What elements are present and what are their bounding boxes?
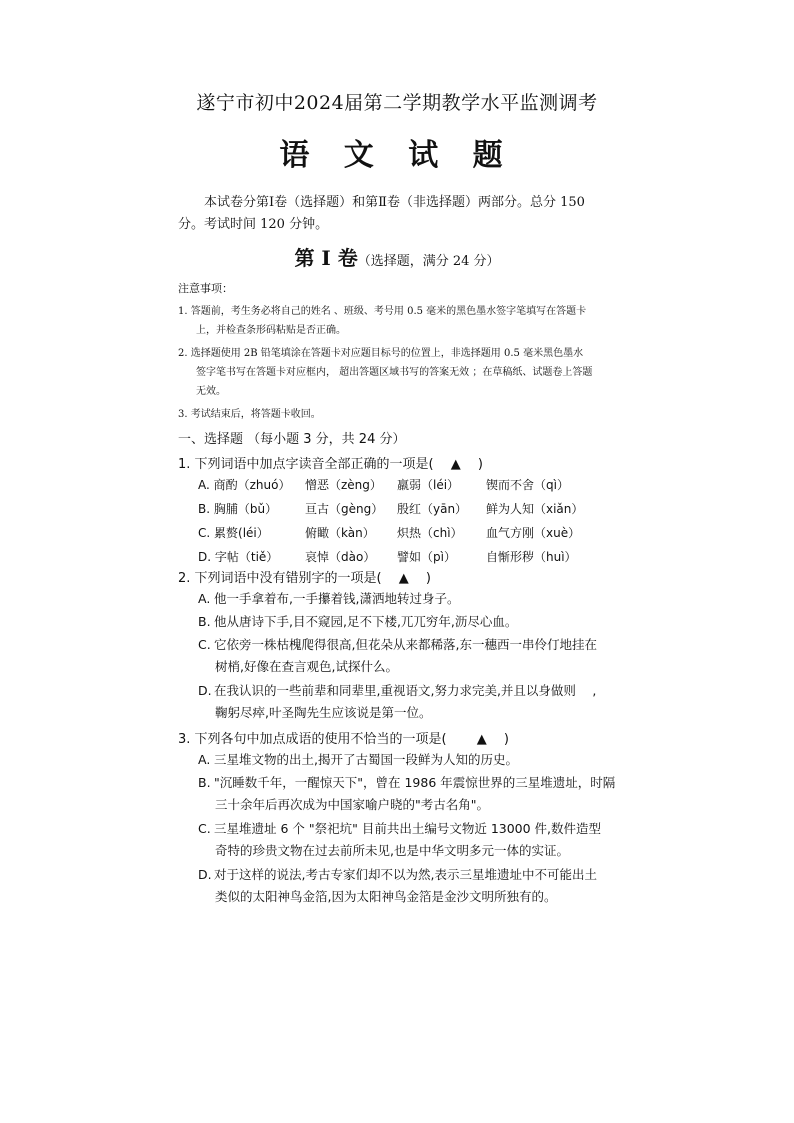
section-heading: 一、选择题 （每小题 3 分，共 24 分） [178, 432, 406, 447]
notice-item-text: 答题前，考生务必将自己的姓名 、班级、考号用 0.5 毫米的黑色墨水签字笔填写在答题卡 [190, 306, 587, 317]
intro-line-2: 分。考试时间 120 分钟。 [178, 217, 329, 232]
option-label: A. [198, 752, 211, 767]
option-label: D. [198, 867, 212, 882]
option-d [198, 864, 630, 908]
option-text: "沉睡数千年，一醒惊天下"，曾在 1986 年震惊世界的三星堆遗址，时隔 [214, 775, 616, 790]
option-text-cont: 三十余年后再次成为中国家喻户晓的"考古名角"。 [215, 797, 489, 812]
option-cell: 俯瞰（kàn） [305, 526, 375, 540]
option-cell: 憎恶（zèng） [305, 478, 382, 492]
notice-item-text-cont: 签字笔书写在答题卡对应框内， 超出答题区域书写的答案无效 ；在草稿纸、试题卷上答题 [196, 367, 593, 378]
intro-paragraph [178, 192, 618, 236]
notice-title: 注意事项： [178, 282, 233, 295]
option-cell: 亘古（gèng） [305, 502, 384, 516]
option-cell: 炽热（chì） [397, 526, 463, 540]
option-cell: C. 累赘(léi） [198, 526, 269, 540]
option-text-cont: 类似的太阳神鸟金箔,因为太阳神鸟金箔是金沙文明所独有的。 [215, 889, 557, 904]
intro-line-1: 本试卷分第Ⅰ卷（选择题）和第Ⅱ卷（非选择题）两部分。总分 150 [204, 195, 585, 210]
notice-item-num: 1. [178, 306, 188, 317]
notice-item [178, 405, 618, 424]
option-label: C. [198, 637, 211, 652]
option-label: B. [198, 614, 211, 629]
option-cell: 血气方刚（xuè） [486, 526, 581, 540]
option-cell: A. 商酌（zhuó） [198, 478, 291, 492]
question-stem: 3. 下列各句中加点成语的使用不恰当的一项是( ▲ ) [178, 732, 509, 747]
notice-item-text-cont: 上，并检查条形码粘贴是否正确。 [196, 325, 346, 336]
question-stem: 2. 下列词语中没有错别字的一项是( ▲ ) [178, 571, 431, 586]
option-text: 在我认识的一些前辈和同辈里,重视语文,努力求完美,并且以身做则 , [214, 683, 597, 698]
option-c [198, 818, 630, 862]
option-label: A. [198, 591, 211, 606]
option-label: B. [198, 775, 211, 790]
notice-item-num: 3. [178, 409, 188, 420]
option-b [198, 611, 630, 633]
option-b [198, 772, 630, 816]
option-label: D. [198, 683, 212, 698]
question-2-stem [178, 567, 628, 586]
option-cell: 殷红（yān） [397, 502, 468, 516]
notice-item [178, 344, 618, 401]
question-stem: 1. 下列词语中加点字读音全部正确的一项是( ▲ ) [178, 457, 483, 472]
option-cell: 锲而不舍（qì） [486, 478, 569, 492]
option-a [198, 588, 630, 610]
option-text-cont: 树梢,好像在查言观色,试探什么。 [215, 659, 398, 674]
notice-item-text-cont: 无效。 [196, 386, 226, 397]
option-cell: B. 胸脯（bǔ） [198, 502, 278, 516]
option-cell: 譬如（pì） [397, 550, 456, 564]
exam-header: 遂宁市初中2024届第二学期教学水平监测调考 [196, 92, 598, 114]
volume-heading [0, 242, 794, 271]
option-text: 他一手拿着布,一手攥着钱,潇洒地转过身子。 [214, 591, 460, 606]
option-text-cont: 奇特的珍贵文物在过去前所未见,也是中华文明多元一体的实证。 [215, 843, 569, 858]
option-label: C. [198, 821, 211, 836]
option-cell: 自惭形秽（huì） [486, 550, 577, 564]
option-cell: 鲜为人知（xiǎn） [486, 502, 584, 516]
question-3-stem [178, 728, 628, 747]
option-text: 三星堆遗址 6 个 "祭祀坑" 目前共出土编号文物近 13000 件,数件造型 [214, 821, 602, 836]
option-cell: D. 字帖（tiě） [198, 550, 279, 564]
volume-sub: （选择题，满分 24 分） [357, 254, 500, 269]
option-cell: 羸弱（léi） [397, 478, 460, 492]
option-d [198, 680, 630, 724]
option-a [198, 749, 630, 771]
notice-item [178, 302, 618, 340]
option-c [198, 634, 630, 678]
notice-item-text: 选择题使用 2B 铅笔填涂在答题卡对应题目标号的位置上，非选择题用 0.5 毫米黑色墨水 [190, 348, 584, 359]
notice-list [178, 302, 618, 428]
notice-item-text: 考试结束后，将答题卡收回。 [190, 409, 321, 420]
option-text: 他从唐诗下手,目不窥园,足不下楼,兀兀穷年,沥尽心血。 [214, 614, 518, 629]
option-text: 它依旁一株枯槐爬得很高,但花朵从来都稀落,东一穗西一串伶仃地挂在 [214, 637, 597, 652]
option-cell: 哀悼（dào） [305, 550, 376, 564]
option-text-cont: 鞠躬尽瘁,叶圣陶先生应该说是第一位。 [215, 705, 432, 720]
option-text: 对于这样的说法,考古专家们却不以为然,表示三星堆遗址中不可能出土 [214, 867, 597, 882]
volume-main: 第 Ⅰ 卷 [294, 246, 358, 270]
question-1-stem [178, 453, 628, 472]
page-title: 语 文 试 题 [279, 138, 515, 173]
option-text: 三星堆文物的出土,揭开了古蜀国一段鲜为人知的历史。 [214, 752, 518, 767]
notice-item-num: 2. [178, 348, 188, 359]
